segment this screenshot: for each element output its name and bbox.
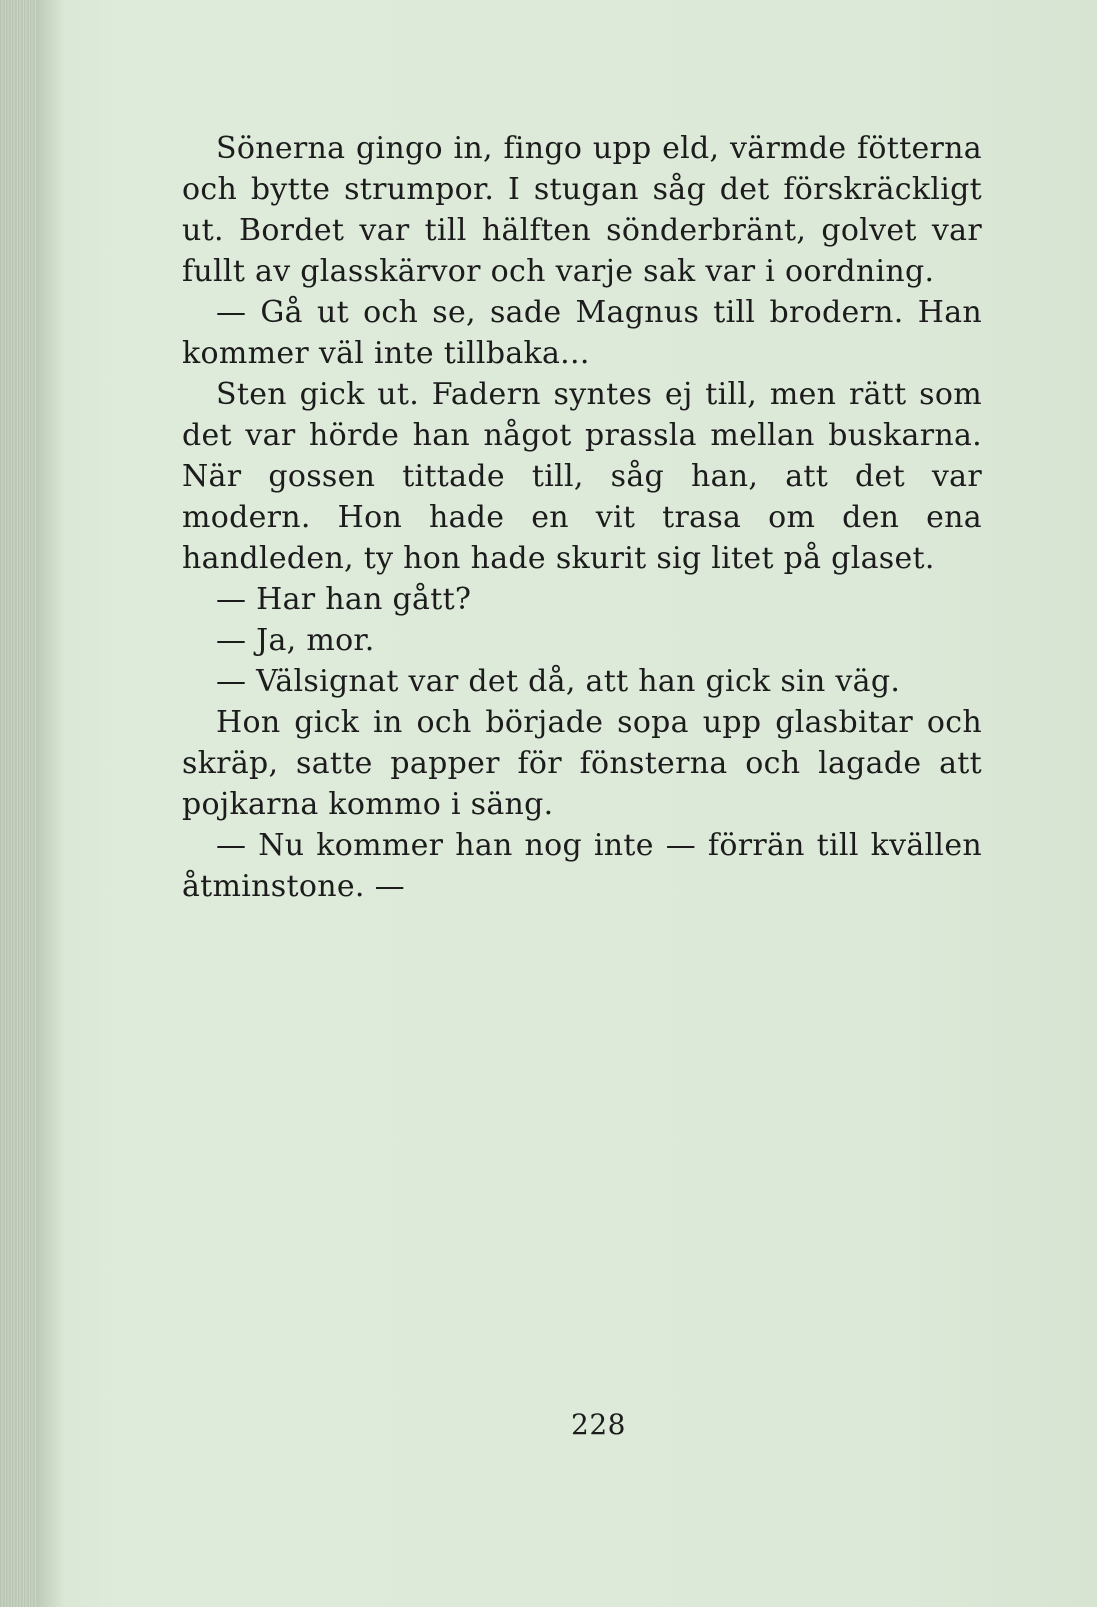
- paragraph: — Ja, mor.: [216, 623, 375, 658]
- paragraph: — Har han gått?: [216, 582, 472, 617]
- paragraph: Hon gick in och började sopa upp glasbitar och skräp, satte papper för fönsterna och lagade att pojkarna kommo i säng.: [182, 705, 982, 822]
- paragraph: — Välsignat var det då, att han gick sin väg.: [216, 664, 901, 699]
- paragraph: Sten gick ut. Fadern syntes ej till, men rätt som det var hörde han något prassla mellan buskarna. När gossen tittade till, såg han, att det var modern. Hon hade en vit trasa om den ena handleden, ty hon hade skurit sig litet på glaset.: [182, 377, 982, 576]
- body-text: [182, 128, 982, 907]
- paragraph: — Gå ut och se, sade Magnus till brodern. Han kommer väl inte tillbaka...: [182, 295, 982, 371]
- paragraph: — Nu kommer han nog inte — förrän till kvällen åtminstone. —: [182, 828, 982, 904]
- paragraph: Sönerna gingo in, fingo upp eld, värmde fötterna och bytte strumpor. I stugan såg det förskräckligt ut. Bordet var till hälften sönderbränt, golvet var fullt av glasskärvor och varje sak var i oordning.: [182, 131, 982, 289]
- page-number: 228: [571, 1408, 626, 1441]
- gutter-shadow: [36, 0, 66, 1607]
- book-spine-edge: [0, 0, 36, 1607]
